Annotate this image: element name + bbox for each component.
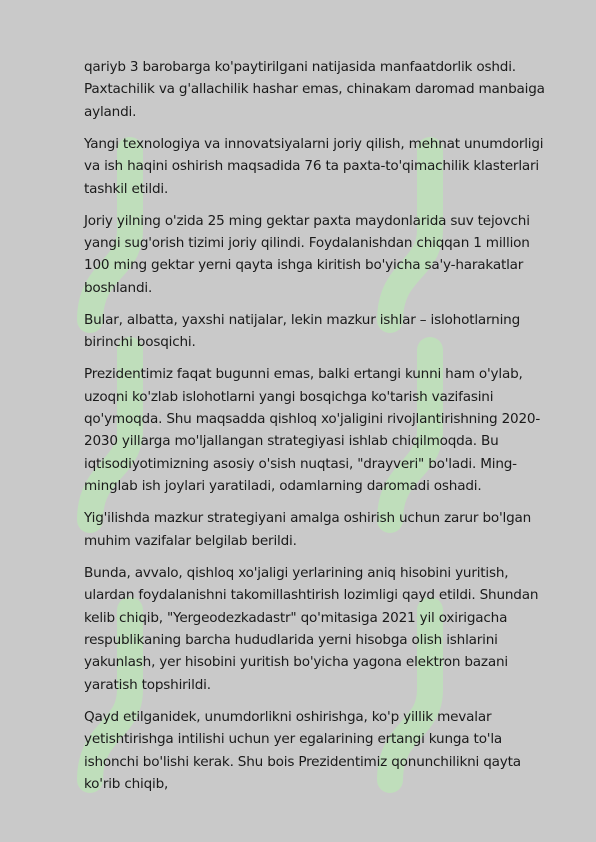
- paragraph: qariyb 3 barobarga ko'paytirilgani natijasida manfaatdorlik oshdi. Paxtachilik va g'allachilik hashar emas, chinakam daromad manbaiga aylandi.: [84, 59, 545, 120]
- paragraph: Yangi texnologiya va innovatsiyalarni joriy qilish, mehnat unumdorligi va ish haqini oshirish maqsadida 76 ta paxta-to'qimachilik klasterlari tashkil etildi.: [84, 135, 544, 197]
- paragraph: Bunda, avvalo, qishloq xo'jaligi yerlarining aniq hisobini yuritish, ulardan foydalanishni takomillashtirish lozimligi qayd etildi. Shundan kelib chiqib, "Yergeodezkadastr" qo'mitasiga 2021 yil oxirigacha respublikaning barcha hududlarida yerni hisobga olish ishlarini yakunlash, yer hisobini yuritish bo'yicha yagona elektron bazani yaratish topshirildi.: [84, 564, 539, 693]
- paragraph: Qayd etilganidek, unumdorlikni oshirishga, ko'p yillik mevalar yetishtirishga intilishi uchun yer egalarining ertangi kunga to'la ishonchi bo'lishi kerak. Shu bois Prezidentimiz qonunchilikni qayta ko'rib chiqib,: [84, 708, 521, 792]
- paragraph: Bular, albatta, yaxshi natijalar, lekin mazkur ishlar – islohotlarning birinchi bosqichi.: [84, 311, 521, 351]
- paragraph: Prezidentimiz faqat bugunni emas, balki ertangi kunni ham o'ylab, uzoqni ko'zlab islohotlarni yangi bosqichga ko'tarish vazifasini qo'ymoqda. Shu maqsadda qishloq xo'jaligini rivojlantirishning 2020-2030 yillarga mo'ljallangan strategiyasi ishlab chiqilmoqda. Bu iqtisodiyotimizning asosiy o'sish nuqtasi, "drayveri" bo'ladi. Ming-minglab ish joylari yaratiladi, odamlarning daromadi oshadi.: [84, 366, 541, 495]
- document-body: [84, 56, 556, 805]
- paragraph: Joriy yilning o'zida 25 ming gektar paxta maydonlarida suv tejovchi yangi sug'orish tizimi joriy qilindi. Foydalanishdan chiqqan 1 million 100 ming gektar yerni qayta ishga kiritish bo'yicha sa'y-harakatlar boshlandi.: [84, 212, 530, 296]
- paragraph: Yig'ilishda mazkur strategiyani amalga oshirish uchun zarur bo'lgan muhim vazifalar belgilab berildi.: [84, 510, 532, 549]
